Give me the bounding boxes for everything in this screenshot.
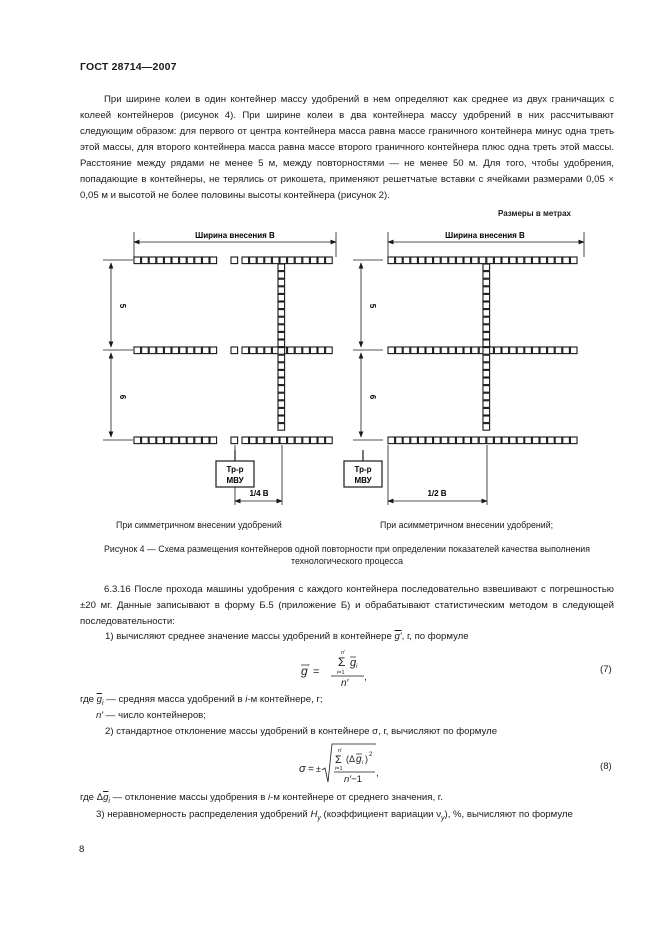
container (525, 437, 532, 444)
container (548, 437, 555, 444)
container (250, 347, 257, 354)
svg-text:g: g (301, 664, 308, 678)
page-number: 8 (79, 844, 85, 855)
container (157, 257, 164, 264)
container (202, 257, 209, 264)
container (426, 257, 433, 264)
container (570, 347, 577, 354)
where-2-text: — число контейнеров; (103, 710, 206, 721)
container (388, 437, 395, 444)
container (555, 347, 562, 354)
container (278, 348, 285, 355)
where-2-symbol: n′ (96, 710, 104, 721)
container (483, 370, 490, 377)
container (157, 347, 164, 354)
container (195, 257, 202, 264)
container (540, 437, 547, 444)
container (464, 437, 471, 444)
container (278, 332, 285, 339)
container (483, 386, 490, 393)
container (318, 437, 325, 444)
formula-7-number: (7) (600, 664, 612, 675)
container (483, 325, 490, 332)
container (532, 437, 539, 444)
container (310, 437, 317, 444)
container (134, 437, 141, 444)
container (257, 257, 264, 264)
container (510, 437, 517, 444)
container (464, 347, 471, 354)
container (411, 437, 418, 444)
where-1-subscript: i (102, 699, 104, 707)
container (310, 257, 317, 264)
container (250, 257, 257, 264)
svg-text:2: 2 (369, 752, 373, 758)
container (483, 310, 490, 317)
container (303, 347, 310, 354)
container (149, 257, 156, 264)
container (472, 347, 479, 354)
container (502, 437, 509, 444)
container (483, 393, 490, 400)
container (288, 257, 295, 264)
step-3-line: 3) неравномерность распределения удобрений $H_y$ (коэффициент вариации $\nu_y$), %, вычисляют по формуле (96, 809, 573, 822)
svg-text:n′−1: n′−1 (344, 774, 362, 785)
right-diagram-caption: При асимметричном внесении удобрений; (380, 520, 554, 530)
container (532, 347, 539, 354)
container (483, 355, 490, 362)
container (318, 347, 325, 354)
container (149, 347, 156, 354)
container (326, 437, 333, 444)
formula-8 (298, 742, 390, 788)
container (487, 437, 494, 444)
container (210, 437, 217, 444)
container (532, 257, 539, 264)
container (502, 257, 509, 264)
container (202, 437, 209, 444)
where-3-tail: -м контейнере от среднего значения, г. (270, 792, 443, 803)
svg-text:(Δ: (Δ (346, 754, 356, 764)
container (303, 257, 310, 264)
figure-caption: Рисунок 4 — Схема размещения контейнеров одной повторности при определении показателей качества выполнения технологического процесса (104, 544, 590, 566)
container (563, 257, 570, 264)
container (494, 257, 501, 264)
svg-text:): ) (365, 754, 368, 764)
where-3-line: где $\Delta\overline{g}_i$ — отклонение массы удобрения в i-м контейнере от среднего значения, г. (80, 792, 443, 805)
svg-text:′: ′ (308, 663, 310, 672)
container (295, 437, 302, 444)
container (570, 257, 577, 264)
container (278, 264, 285, 271)
container (540, 347, 547, 354)
container (487, 257, 494, 264)
svg-text:=: = (313, 666, 320, 678)
container (288, 347, 295, 354)
container (172, 257, 179, 264)
left-row-spacing-bottom: 6 (118, 394, 127, 400)
svg-text:n′: n′ (338, 748, 343, 754)
right-machine-icon (344, 450, 382, 487)
container (483, 424, 490, 431)
container (548, 257, 555, 264)
container (326, 347, 333, 354)
step-3-tail: ), %, вычисляют по формуле (444, 809, 573, 820)
container (202, 347, 209, 354)
container (278, 272, 285, 279)
container (326, 257, 333, 264)
intro-text: При ширине колеи в один контейнер массу удобрений в нем определяют как среднее из двух граничащих с колеей контейнеров (рисунок 4). При ширине колеи в два контейнера массу удобрений в них рассчитывают следующим образом: для первого от центра контейнера масса равна массе граничного контейнера минус одна треть этой массы, для второго контейнера масса равна массе второго граничного контейнера плюс одна треть этой массы. Расстояние между рядами не менее 5 м, между повторностями — не менее 50 м. Для того, чтобы удобрения, попадающие в контейнеры, не терялись от рикошета, применяют решетчатые вставки с ячейками размерами 0,05 × 0,05 м и высотой не более половины высоты контейнера (рисунок 2). (80, 94, 614, 201)
container (278, 416, 285, 423)
left-diagram-caption: При симметричном внесении удобрений (116, 520, 282, 530)
right-machine-line1: Тр-р (354, 465, 372, 474)
where-3-index: i (268, 792, 271, 803)
left-machine-icon (216, 450, 254, 487)
left-row-spacing-top: 5 (118, 303, 127, 309)
container (242, 347, 249, 354)
formula-7 (300, 646, 380, 690)
container (278, 424, 285, 431)
left-machine-line1: Тр-р (226, 465, 244, 474)
container (388, 257, 395, 264)
container (479, 437, 486, 444)
container (278, 310, 285, 317)
container (441, 347, 448, 354)
container (483, 287, 490, 294)
container (295, 347, 302, 354)
container (278, 393, 285, 400)
container (483, 317, 490, 324)
container (555, 257, 562, 264)
left-machine-line2: МВУ (226, 476, 244, 485)
svg-text:n′: n′ (341, 678, 349, 689)
where-1-line: где $\overline{g}_i$ — средняя масса удобрений в i-м контейнере, г; (80, 694, 323, 707)
container (388, 347, 395, 354)
svg-text:i=1: i=1 (335, 766, 343, 772)
container (403, 257, 410, 264)
container (525, 257, 532, 264)
container (502, 347, 509, 354)
container (411, 257, 418, 264)
container (403, 437, 410, 444)
container (272, 257, 279, 264)
container (403, 347, 410, 354)
container (418, 347, 425, 354)
step-1-line (105, 629, 469, 645)
container (278, 325, 285, 332)
container (187, 257, 194, 264)
container (434, 347, 441, 354)
container (278, 279, 285, 286)
container (563, 347, 570, 354)
svg-text:Σ: Σ (335, 754, 342, 766)
container (456, 257, 463, 264)
container (142, 257, 149, 264)
container (449, 257, 456, 264)
svg-text:g: g (356, 754, 362, 765)
step-3-text: 3) неравномерность распределения удобрений (96, 809, 311, 820)
where-2-line (96, 708, 206, 724)
container (134, 257, 141, 264)
container (187, 347, 194, 354)
container (563, 437, 570, 444)
container (310, 347, 317, 354)
where-3-text: — отклонение массы удобрения в (109, 792, 269, 803)
right-offset-label: 1/2 B (427, 489, 447, 498)
container (288, 437, 295, 444)
container (441, 437, 448, 444)
container (434, 437, 441, 444)
where-3-symbol: $\overline{g}$ (103, 792, 109, 803)
container (426, 437, 433, 444)
container (517, 347, 524, 354)
svg-text:g: g (350, 657, 357, 669)
svg-text:±: ± (316, 764, 321, 774)
container (278, 378, 285, 385)
container (411, 347, 418, 354)
section-paragraph (80, 582, 614, 630)
container (517, 257, 524, 264)
container (142, 437, 149, 444)
right-machine-line2: МВУ (354, 476, 372, 485)
container (456, 437, 463, 444)
container (134, 347, 141, 354)
container (172, 347, 179, 354)
container (570, 437, 577, 444)
container (210, 257, 217, 264)
container (510, 347, 517, 354)
container (180, 437, 187, 444)
container (231, 257, 238, 264)
container (483, 348, 490, 355)
container (464, 257, 471, 264)
left-offset-label: 1/4 B (249, 489, 269, 498)
document-header: ГОСТ 28714—2007 (80, 61, 177, 73)
container (149, 437, 156, 444)
left-width-label: Ширина внесения B (195, 231, 275, 240)
container (510, 257, 517, 264)
container (555, 437, 562, 444)
svg-text:,: , (376, 768, 379, 779)
container (187, 437, 194, 444)
container (180, 257, 187, 264)
container (483, 378, 490, 385)
container (483, 416, 490, 423)
svg-text:n′: n′ (341, 650, 346, 656)
where-1-index: i (245, 694, 248, 705)
container (278, 287, 285, 294)
container (278, 386, 285, 393)
container (142, 347, 149, 354)
container (164, 347, 171, 354)
container (548, 347, 555, 354)
container (157, 437, 164, 444)
container (483, 264, 490, 271)
container (257, 437, 264, 444)
container (483, 408, 490, 415)
right-row-spacing-bottom: 6 (368, 394, 377, 400)
container (396, 257, 403, 264)
container (231, 347, 238, 354)
container (494, 347, 501, 354)
svg-text:,: , (364, 672, 367, 683)
container (164, 437, 171, 444)
container (278, 370, 285, 377)
container (257, 347, 264, 354)
container (483, 279, 490, 286)
container (483, 340, 490, 347)
container (180, 347, 187, 354)
container (242, 437, 249, 444)
step-1-text: 1) вычисляют среднее значение массы удобрений в контейнере (105, 631, 395, 642)
container (483, 363, 490, 370)
container (278, 355, 285, 362)
container (242, 257, 249, 264)
formula-8-number: (8) (600, 761, 612, 772)
container (483, 302, 490, 309)
container (231, 437, 238, 444)
container (483, 272, 490, 279)
container (280, 257, 287, 264)
container (449, 437, 456, 444)
container (483, 294, 490, 301)
right-width-label: Ширина внесения B (445, 231, 525, 240)
container (396, 437, 403, 444)
container (540, 257, 547, 264)
container (210, 347, 217, 354)
container (164, 257, 171, 264)
container (278, 408, 285, 415)
container (278, 363, 285, 370)
container (195, 437, 202, 444)
container (250, 437, 257, 444)
step-1-symbol: g′ (394, 631, 402, 642)
container (278, 317, 285, 324)
container (441, 257, 448, 264)
svg-text:i=1: i=1 (337, 670, 345, 676)
figure-units-label: Размеры в метрах (498, 209, 571, 218)
container (303, 437, 310, 444)
container (278, 294, 285, 301)
container (265, 257, 272, 264)
container (479, 257, 486, 264)
container (265, 437, 272, 444)
container (483, 401, 490, 408)
container (172, 437, 179, 444)
container (472, 437, 479, 444)
step-2-line: 2) стандартное отклонение массы удобрений в контейнере σ, г, вычисляют по формуле (105, 726, 498, 737)
where-3-subscript: i (108, 797, 110, 805)
container (418, 257, 425, 264)
container (278, 401, 285, 408)
step-1-tail: , г, по формуле (401, 631, 469, 642)
container (278, 302, 285, 309)
container (517, 437, 524, 444)
svg-text:=: = (308, 764, 314, 775)
container (472, 257, 479, 264)
container (483, 332, 490, 339)
svg-text:Σ: Σ (338, 655, 346, 669)
container (449, 347, 456, 354)
container (272, 437, 279, 444)
container (396, 347, 403, 354)
container (434, 257, 441, 264)
container (278, 340, 285, 347)
svg-text:i: i (362, 760, 364, 766)
where-1-symbol: $\overline{g}$ (96, 694, 103, 705)
container (456, 347, 463, 354)
container (494, 437, 501, 444)
container (418, 437, 425, 444)
container (265, 347, 272, 354)
container (525, 347, 532, 354)
container (426, 347, 433, 354)
right-row-spacing-top: 5 (368, 303, 377, 309)
svg-text:i: i (356, 664, 358, 670)
step-3-middle: (коэффициент вариации ν (320, 809, 441, 820)
container (280, 437, 287, 444)
section-text: 6.3.16 После прохода машины удобрения с каждого контейнера последовательно взвешивают с погрешностью ±20 мг. Данные записывают в форму Б.5 (приложение Б) и обрабатывают статистическим методом в следующей последовательности: (80, 584, 614, 627)
container (318, 257, 325, 264)
container (295, 257, 302, 264)
container (195, 347, 202, 354)
svg-text:σ: σ (299, 763, 306, 775)
where-1-tail: -м контейнере, г; (247, 694, 323, 705)
where-1-text: — средняя масса удобрений в (103, 694, 246, 705)
